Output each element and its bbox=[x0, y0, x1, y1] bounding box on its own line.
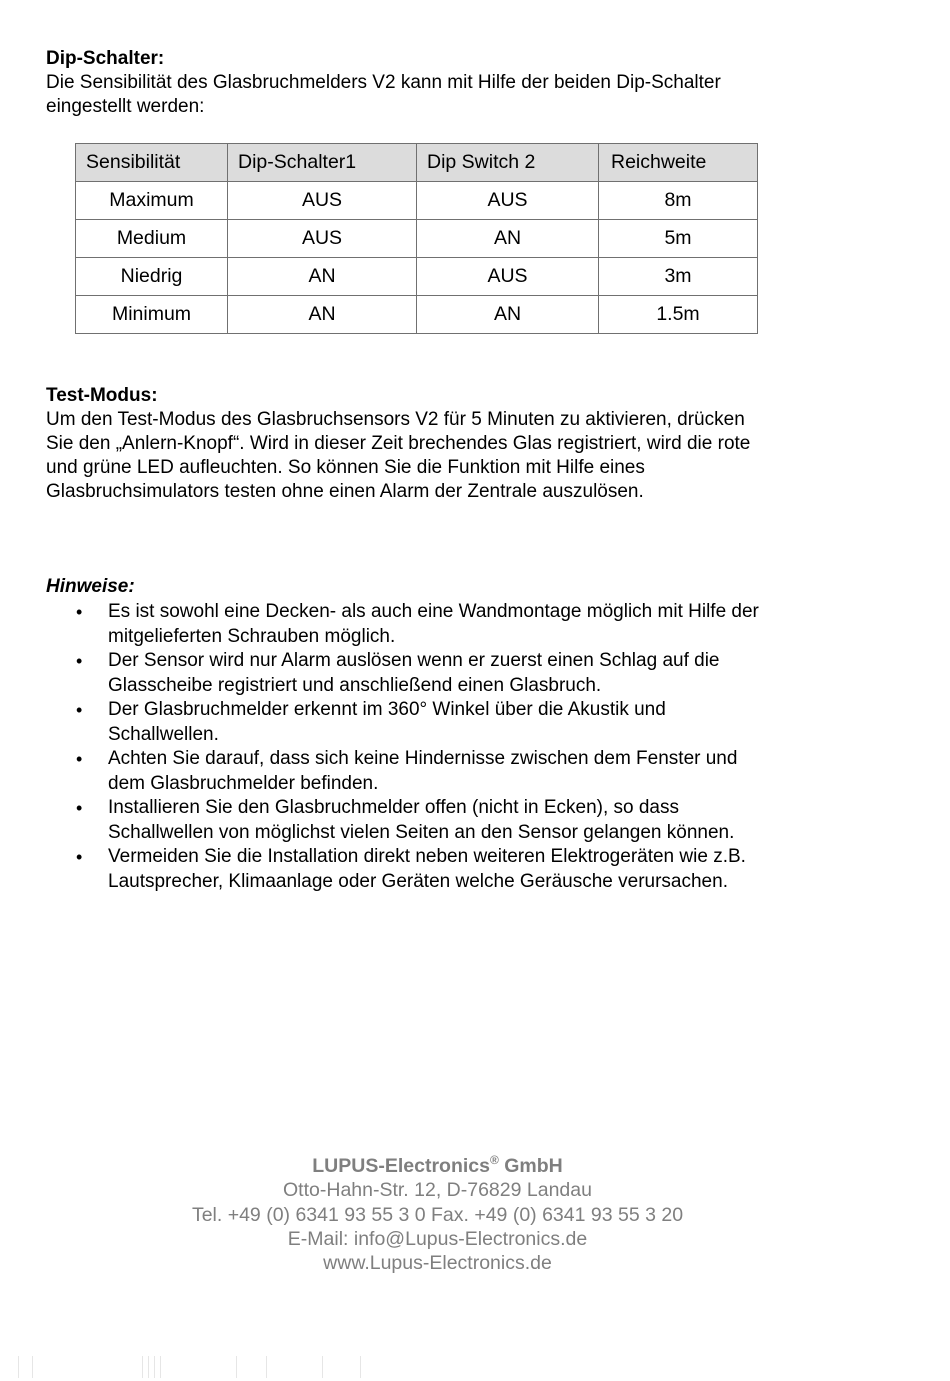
dip-switch-intro: Die Sensibilität des Glasbruchmelders V2 kann mit Hilfe der beiden Dip-Schalter eingestellt werden: bbox=[46, 72, 721, 117]
table-cell: 1.5m bbox=[599, 296, 758, 334]
bullet-icon: • bbox=[76, 847, 83, 867]
table-cell: 5m bbox=[599, 220, 758, 258]
test-mode-heading: Test-Modus: bbox=[46, 385, 158, 406]
company-name: LUPUS-Electronics bbox=[312, 1155, 490, 1177]
table-row bbox=[76, 258, 758, 296]
test-mode-text: Um den Test-Modus des Glasbruchsensors V2 für 5 Minuten zu aktivieren, drücken Sie den „Anlern-Knopf“. Wird in dieser Zeit brechendes Glas registriert, wird die rote und grüne LED aufleuchten. So können Sie die Funktion mit Hilfe eines Glasbruchsimulators testen ohne einen Alarm der Zentrale auszulösen. bbox=[46, 409, 751, 502]
bullet-icon: • bbox=[76, 700, 83, 720]
scan-artifact-strip bbox=[0, 1356, 950, 1381]
list-item-text: Vermeiden Sie die Installation direkt neben weiteren Elektrogeräten wie z.B. Lautsprecher, Klimaanlage oder Geräten welche Geräusche verursachen. bbox=[108, 846, 746, 892]
table-cell: AN bbox=[417, 220, 599, 258]
list-item bbox=[46, 698, 846, 747]
table-cell: Maximum bbox=[76, 182, 228, 220]
notes-list bbox=[46, 600, 846, 894]
list-item-text: Der Sensor wird nur Alarm auslösen wenn er zuerst einen Schlag auf die Glasscheibe registriert und anschließend einen Glasbruch. bbox=[108, 650, 720, 696]
table-cell: AUS bbox=[228, 182, 417, 220]
list-item-text: Installieren Sie den Glasbruchmelder offen (nicht in Ecken), so dass Schallwellen von möglichst vielen Seiten an den Sensor gelangen können. bbox=[108, 797, 735, 843]
list-item bbox=[46, 796, 846, 845]
header-dip-switch-1: Dip-Schalter1 bbox=[228, 144, 417, 182]
table-cell: AUS bbox=[417, 182, 599, 220]
company-suffix: GmbH bbox=[498, 1155, 563, 1177]
notes-heading: Hinweise: bbox=[46, 576, 135, 597]
header-sensitivity: Sensibilität bbox=[76, 144, 228, 182]
list-item-text: Achten Sie darauf, dass sich keine Hindernisse zwischen dem Fenster und dem Glasbruchmelder befinden. bbox=[108, 748, 738, 794]
company-footer bbox=[0, 1154, 875, 1275]
table-cell: AUS bbox=[228, 220, 417, 258]
table-cell: Minimum bbox=[76, 296, 228, 334]
list-item bbox=[46, 845, 846, 894]
list-item-text: Der Glasbruchmelder erkennt im 360° Winkel über die Akustik und Schallwellen. bbox=[108, 699, 666, 745]
company-address: Otto-Hahn-Str. 12, D-76829 Landau bbox=[283, 1179, 592, 1202]
company-name-line bbox=[0, 1154, 875, 1178]
list-item bbox=[46, 600, 846, 649]
company-phone-fax: Tel. +49 (0) 6341 93 55 3 0 Fax. +49 (0) 6341 93 55 3 20 bbox=[191, 1203, 684, 1226]
company-email: E-Mail: info@Lupus-Electronics.de bbox=[287, 1227, 588, 1250]
dip-switch-table bbox=[75, 143, 758, 334]
header-range: Reichweite bbox=[599, 144, 758, 182]
table-cell: AN bbox=[417, 296, 599, 334]
notes-section bbox=[46, 575, 846, 599]
dip-switch-section bbox=[46, 47, 846, 119]
list-item bbox=[46, 747, 846, 796]
table-cell: Medium bbox=[76, 220, 228, 258]
table-row bbox=[76, 296, 758, 334]
bullet-icon: • bbox=[76, 602, 83, 622]
bullet-icon: • bbox=[76, 651, 83, 671]
table-cell: 8m bbox=[599, 182, 758, 220]
list-item-text: Es ist sowohl eine Decken- als auch eine Wandmontage möglich mit Hilfe der mitgelieferten Schrauben möglich. bbox=[108, 601, 759, 647]
table-cell: AN bbox=[228, 296, 417, 334]
list-item bbox=[46, 649, 846, 698]
dip-switch-heading: Dip-Schalter: bbox=[46, 48, 165, 69]
table-header-row bbox=[76, 144, 758, 182]
registered-mark: ® bbox=[489, 1153, 499, 1167]
table-cell: AUS bbox=[417, 258, 599, 296]
company-website: www.Lupus-Electronics.de bbox=[323, 1252, 552, 1275]
header-dip-switch-2: Dip Switch 2 bbox=[417, 144, 599, 182]
table-cell: Niedrig bbox=[76, 258, 228, 296]
bullet-icon: • bbox=[76, 798, 83, 818]
table-cell: 3m bbox=[599, 258, 758, 296]
table-row bbox=[76, 220, 758, 258]
bullet-icon: • bbox=[76, 749, 83, 769]
table-cell: AN bbox=[228, 258, 417, 296]
table-row bbox=[76, 182, 758, 220]
test-mode-section bbox=[46, 384, 846, 504]
